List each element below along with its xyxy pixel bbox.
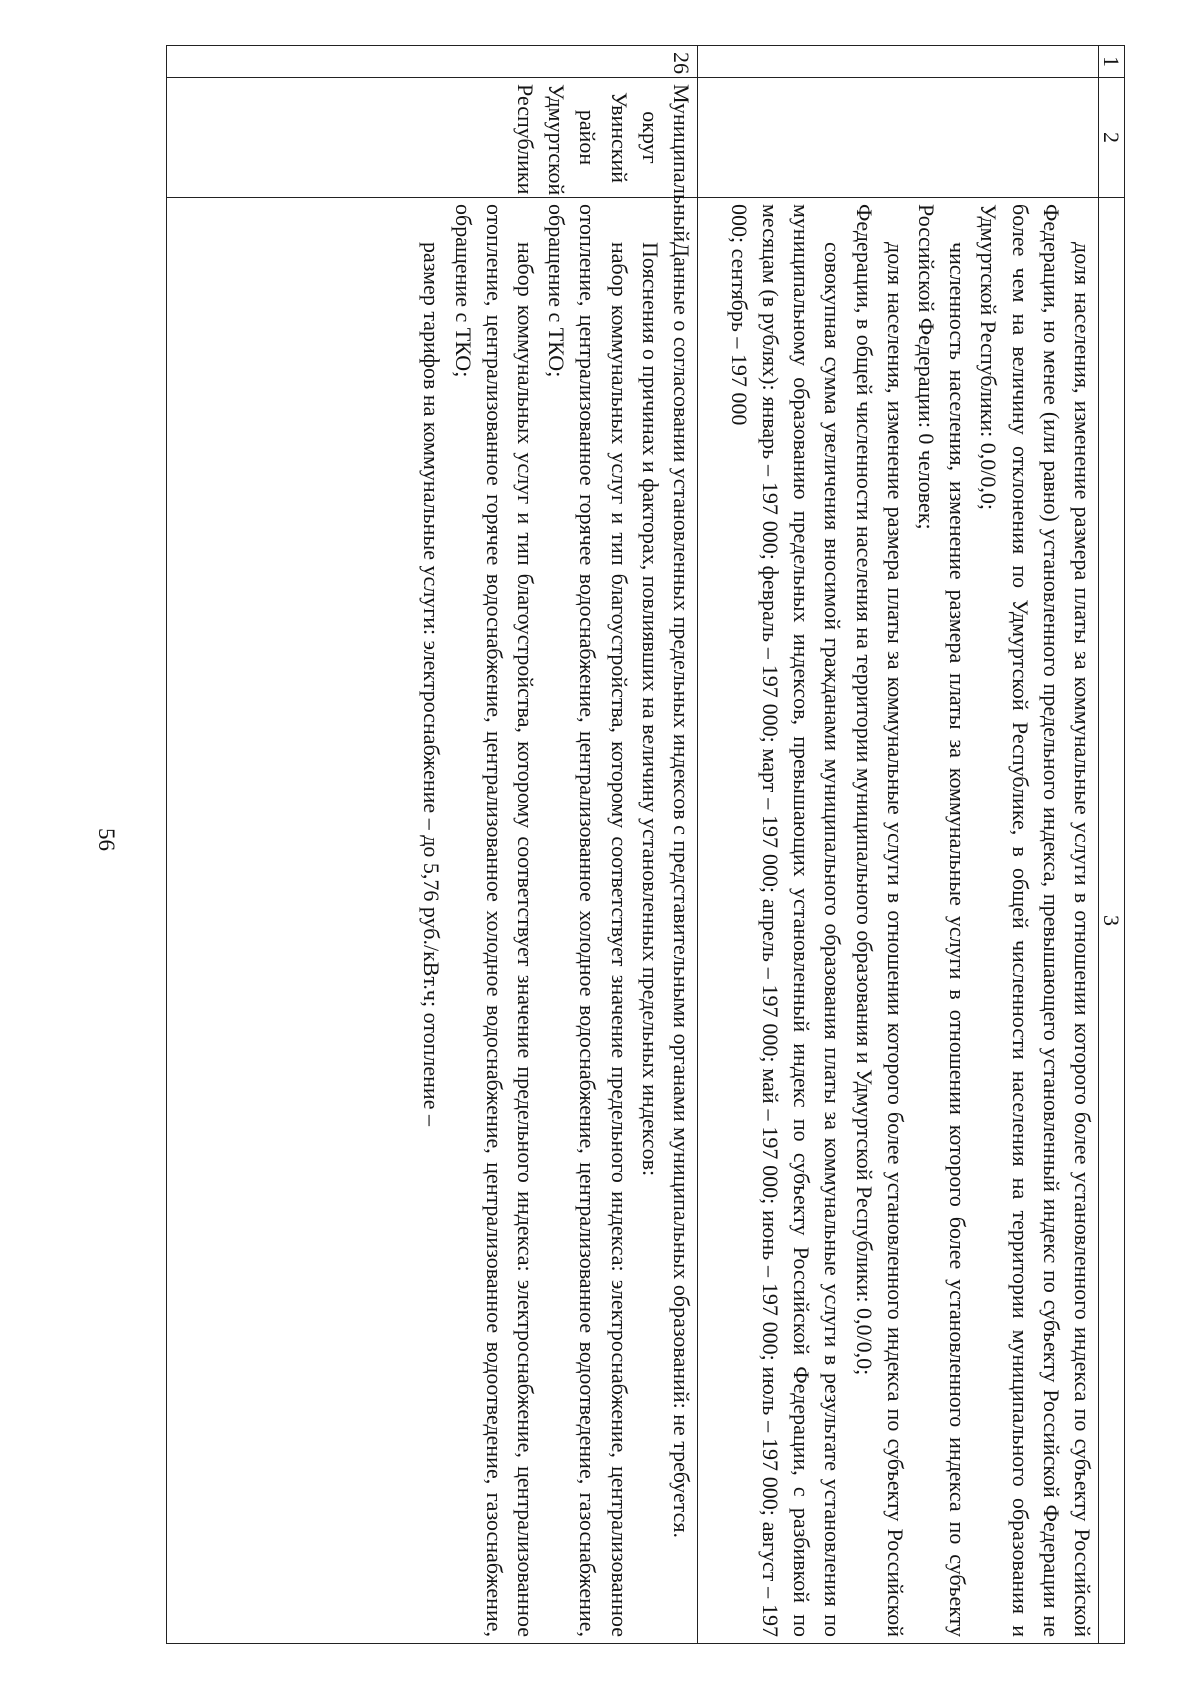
header-col-2: 2 [1099, 78, 1125, 198]
header-col-3: 3 [1099, 198, 1125, 1644]
row-26-content-cell [167, 198, 698, 1644]
paragraph: набор коммунальных услуг и тип благоустройства, которому соответствует значение предельного индекса: электроснабжение, централизованное отопление, централизованное горячее водоснабжение, централизованное холодное водоснабжение, централизованное водоотведение, газоснабжение, обращение с ТКО; [544, 204, 632, 1637]
paragraph: набор коммунальных услуг и тип благоустройства, которому соответствует значение предельного индекса: электроснабжение, централизованное отопление, централизованное горячее водоснабжение, централизованное холодное водоснабжение, централизованное водоотведение, газоснабжение, обращение с ТКО; [450, 204, 538, 1637]
row-continued-name-cell [698, 78, 1099, 198]
paragraph: доля населения, изменение размера платы за коммунальные услуги в отношении которого более установленного индекса по субъекту Российской Федерации, в общей численности населения на территории муниципального образования и Удмуртской Республики: 0,0/0,0; [851, 204, 908, 1637]
paragraph: Пояснения о причинах и факторах, повлиявших на величину установленных предельных индексов: [637, 242, 663, 1177]
table-row-continued [698, 46, 1099, 1644]
data-table [166, 45, 1125, 1644]
paragraph: размер тарифов на коммунальные услуги: электроснабжение – до 5,76 руб./кВт.ч; отопление – [419, 242, 445, 1126]
page-number: 56 [94, 828, 119, 851]
row-continued-content-cell [698, 198, 1099, 1644]
paragraph: доля населения, изменение размера платы за коммунальные услуги в отношении которого более установленного индекса по субъекту Российской Федерации, но менее (или равно) установленного предельного индекса, превышающего установленный индекс по субъекту Российской Федерации не более чем на величину отклонения по Удмуртской Республике, в общей численности населения на территории муниципального образования и Удмуртской Республики: 0,0/0,0; [976, 204, 1095, 1637]
table-header-row [1099, 46, 1125, 1644]
table-row-26 [167, 46, 698, 1644]
rotated-table-container [167, 45, 1125, 1643]
row-continued-number-cell [698, 46, 1099, 78]
header-col-1: 1 [1099, 46, 1125, 78]
paragraph: совокупная сумма увеличения вносимой гражданами муниципального образования платы за коммунальные услуги в результате установления по муниципальному образованию предельных индексов, превышающих установленный индекс по субъекту Российской Федерации, с разбивкой по месяцам (в рублях): январь – 197 000; февраль – 197 000; март – 197 000; апрель – 197 000; май – 197 000; июнь – 197 000; июль – 197 000; август – 197 000; сентябрь – 197 000 [726, 204, 846, 1637]
row-number: 26 [167, 46, 698, 78]
paragraph: Данные о согласовании установленных предельных индексов с представительными органами муниципальных образований: не требуется. [669, 242, 694, 1539]
paragraph: численность населения, изменение размера платы за коммунальные услуги в отношении которого более установленного индекса по субъекту Российской Федерации: 0 человек; [913, 204, 971, 1637]
municipality-name: Муниципальный округ Увинский район Удмуртской Республики [167, 78, 698, 198]
